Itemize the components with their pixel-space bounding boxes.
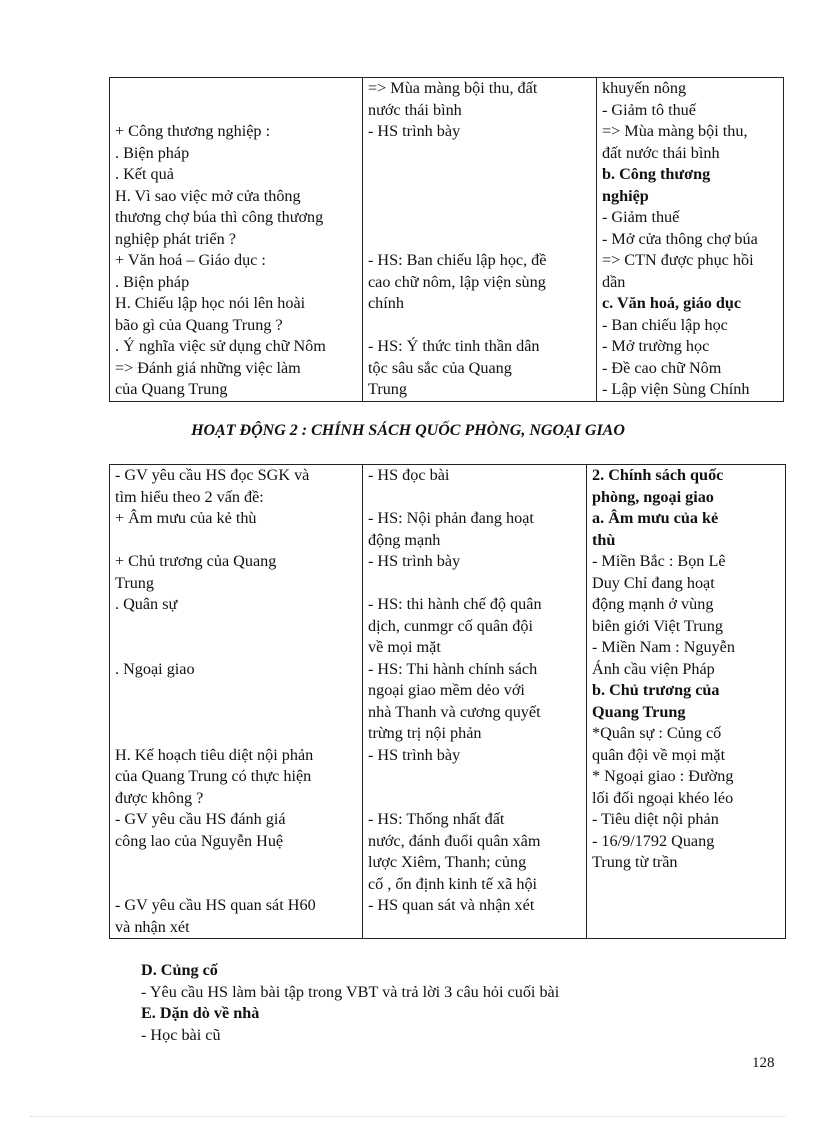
- table-cell-line: => CTN được phục hồi: [602, 251, 754, 269]
- table-cell-line: . Ý nghĩa việc sử dụng chữ Nôm: [115, 337, 326, 355]
- table-cell-line: . Biện pháp: [115, 272, 190, 291]
- table-cell-line: [592, 874, 781, 896]
- table-cell-line: Trung từ trần: [592, 853, 678, 871]
- table-cell-line: [368, 766, 582, 788]
- table-cell-line: [368, 917, 582, 939]
- table-cell-line: - HS: thi hành chế độ quân: [368, 595, 542, 613]
- content-cell: [597, 78, 784, 402]
- section-d-heading: D. Củng cố: [141, 961, 218, 979]
- table-cell-line: cố , ổn định kinh tế xã hội: [368, 874, 538, 893]
- section-heading: a. Âm mưu của kẻ: [592, 509, 719, 527]
- table-cell-line: - HS quan sát và nhận xét: [368, 896, 535, 914]
- table-cell-line: [115, 637, 358, 659]
- section-heading: Quang Trung: [592, 702, 686, 721]
- table-cell-line: - GV yêu cầu HS quan sát H60: [115, 896, 316, 914]
- table-row: [110, 465, 786, 939]
- table-cell-line: * Ngoại giao : Đường: [592, 767, 734, 785]
- lesson-table-2: [109, 464, 786, 939]
- table-cell-line: [115, 616, 358, 638]
- section-heading: thù: [592, 530, 616, 549]
- table-cell-line: - HS: Thi hành chính sách: [368, 659, 538, 678]
- table-cell-line: [115, 702, 358, 724]
- table-cell-line: + Chủ trương của Quang: [115, 552, 277, 570]
- section-e-heading: E. Dặn dò về nhà: [141, 1004, 260, 1022]
- section-heading: 2. Chính sách quốc: [592, 466, 724, 484]
- table-cell-line: - HS trình bày: [368, 552, 461, 570]
- table-cell-line: thương chợ búa thì công thương: [115, 208, 324, 226]
- table-cell-line: được không ?: [115, 788, 204, 807]
- table-cell-line: [592, 895, 781, 917]
- teacher-activity-cell: [110, 465, 363, 939]
- section-heading: nghiệp: [602, 186, 649, 205]
- table-cell-line: [368, 143, 592, 165]
- activity-heading: HOẠT ĐỘNG 2 : CHÍNH SÁCH QUỐC PHÒNG, NGOẠI GIAO: [191, 422, 625, 439]
- table-cell-line: *Quân sự : Củng cố: [592, 724, 722, 742]
- section-heading: b. Chủ trương của: [592, 681, 720, 699]
- table-cell-line: => Mùa màng bội thu,: [602, 122, 748, 140]
- table-cell-line: trừng trị nội phản: [368, 724, 482, 742]
- table-cell-line: dịch, cunmgr cố quân đội: [368, 616, 533, 635]
- table-cell-line: H. Chiếu lập học nói lên hoài: [115, 294, 306, 312]
- table-cell-line: cao chữ nôm, lập viện sùng: [368, 272, 546, 291]
- lesson-table-1: [109, 77, 784, 402]
- table-cell-line: Trung: [115, 573, 154, 592]
- table-cell-line: nước, đánh đuổi quân xâm: [368, 831, 541, 850]
- table-cell-line: - Lập viện Sùng Chính: [602, 380, 750, 398]
- table-cell-line: [115, 530, 358, 552]
- table-cell-line: . Ngoại giao: [115, 659, 195, 678]
- table-cell-line: => Mùa màng bội thu, đất: [368, 79, 538, 97]
- page-bottom-divider: [30, 1116, 786, 1117]
- table-cell-line: - Miền Bắc : Bọn Lê: [592, 552, 726, 570]
- table-cell-line: tộc sâu sắc của Quang: [368, 358, 512, 377]
- table-cell-line: nghiệp phát triển ?: [115, 229, 236, 248]
- table-cell-line: và nhận xét: [115, 917, 190, 936]
- table-cell-line: khuyến nông: [602, 79, 687, 97]
- table-cell-line: [368, 315, 592, 337]
- table-cell-line: - HS đọc bài: [368, 466, 450, 484]
- table-cell-line: [115, 100, 358, 122]
- table-cell-line: - HS: Nội phản đang hoạt: [368, 509, 534, 527]
- table-cell-line: bão gì của Quang Trung ?: [115, 315, 283, 334]
- table-cell-line: - Tiêu diệt nội phản: [592, 810, 719, 828]
- table-cell-line: [368, 207, 592, 229]
- table-cell-line: - Đề cao chữ Nôm: [602, 358, 722, 377]
- student-activity-cell: [363, 78, 597, 402]
- table-cell-line: - Giảm thuế: [602, 208, 680, 226]
- closing-sections: [141, 960, 559, 1046]
- table-cell-line: - GV yêu cầu HS đọc SGK và: [115, 466, 310, 484]
- table-cell-line: . Biện pháp: [115, 143, 190, 162]
- student-activity-cell: [363, 465, 587, 939]
- table-cell-line: ngoại giao mềm dẻo với: [368, 681, 525, 699]
- table-cell-line: Trung: [368, 380, 407, 398]
- table-cell-line: H. Vì sao việc mở cửa thông: [115, 186, 301, 205]
- table-cell-line: + Âm mưu của kẻ thù: [115, 509, 257, 527]
- table-cell-line: [115, 874, 358, 896]
- table-cell-line: . Quân sự: [115, 595, 178, 613]
- table-cell-line: [368, 573, 582, 595]
- section-heading: b. Công thương: [602, 165, 711, 183]
- table-cell-line: - HS trình bày: [368, 745, 461, 764]
- section-heading: phòng, ngoại giao: [592, 487, 714, 506]
- table-cell-line: [368, 788, 582, 810]
- table-cell-line: của Quang Trung có thực hiện: [115, 767, 312, 785]
- table-cell-line: đất nước thái bình: [602, 143, 720, 162]
- table-cell-line: công lao của Nguyễn Huệ: [115, 831, 284, 850]
- table-cell-line: lối đối ngoại khéo léo: [592, 788, 734, 807]
- table-cell-line: - GV yêu cầu HS đánh giá: [115, 810, 286, 828]
- table-cell-line: - Miền Nam : Nguyễn: [592, 638, 735, 656]
- table-cell-line: [368, 164, 592, 186]
- table-cell-line: - HS: Ban chiếu lập học, đề: [368, 251, 547, 269]
- table-cell-line: [115, 680, 358, 702]
- table-cell-line: chính: [368, 294, 404, 312]
- table-cell-line: tìm hiểu theo 2 vấn đề:: [115, 487, 264, 506]
- page-number: 128: [752, 1055, 775, 1071]
- table-cell-line: lược Xiêm, Thanh; củng: [368, 853, 527, 871]
- section-heading: c. Văn hoá, giáo dục: [602, 294, 742, 312]
- table-cell-line: - 16/9/1792 Quang: [592, 831, 715, 850]
- table-cell-line: [368, 229, 592, 251]
- table-cell-line: nước thái bình: [368, 100, 462, 119]
- table-cell-line: - HS trình bày: [368, 122, 461, 140]
- table-cell-line: - Giảm tô thuế: [602, 100, 696, 119]
- table-cell-line: Duy Chỉ đang hoạt: [592, 573, 715, 592]
- table-cell-line: [368, 487, 582, 509]
- table-cell-line: dần: [602, 272, 626, 291]
- table-cell-line: [115, 852, 358, 874]
- table-cell-line: quân đội về mọi mặt: [592, 745, 726, 764]
- section-d-text: - Yêu cầu HS làm bài tập trong VBT và trả lời 3 câu hỏi cuối bài: [141, 982, 560, 1001]
- table-cell-line: H. Kế hoạch tiêu diệt nội phản: [115, 745, 314, 764]
- table-cell-line: động mạnh ở vùng: [592, 595, 714, 613]
- table-cell-line: [592, 917, 781, 939]
- table-cell-line: - Mở cửa thông chợ búa: [602, 229, 758, 248]
- table-cell-line: động mạnh: [368, 530, 441, 549]
- content-cell: [587, 465, 786, 939]
- table-cell-line: [368, 186, 592, 208]
- table-cell-line: [115, 78, 358, 100]
- table-cell-line: + Công thương nghiệp :: [115, 122, 271, 140]
- table-cell-line: [115, 723, 358, 745]
- table-cell-line: của Quang Trung: [115, 380, 228, 398]
- table-cell-line: biên giới Việt Trung: [592, 616, 723, 635]
- table-cell-line: nhà Thanh và cương quyết: [368, 702, 541, 721]
- table-cell-line: - HS: Thống nhất đất: [368, 810, 505, 828]
- table-cell-line: - Mở trường học: [602, 337, 710, 355]
- table-row: [110, 78, 784, 402]
- table-cell-line: Ánh cầu viện Pháp: [592, 659, 715, 678]
- table-cell-line: + Văn hoá – Giáo dục :: [115, 251, 266, 269]
- table-cell-line: - HS: Ý thức tinh thần dân: [368, 337, 540, 355]
- table-cell-line: => Đánh giá những việc làm: [115, 358, 301, 377]
- table-cell-line: về mọi mặt: [368, 638, 441, 656]
- section-e-text: - Học bài cũ: [141, 1025, 221, 1044]
- table-cell-line: . Kết quả: [115, 165, 174, 183]
- teacher-activity-cell: [110, 78, 363, 402]
- table-cell-line: - Ban chiếu lập học: [602, 315, 728, 334]
